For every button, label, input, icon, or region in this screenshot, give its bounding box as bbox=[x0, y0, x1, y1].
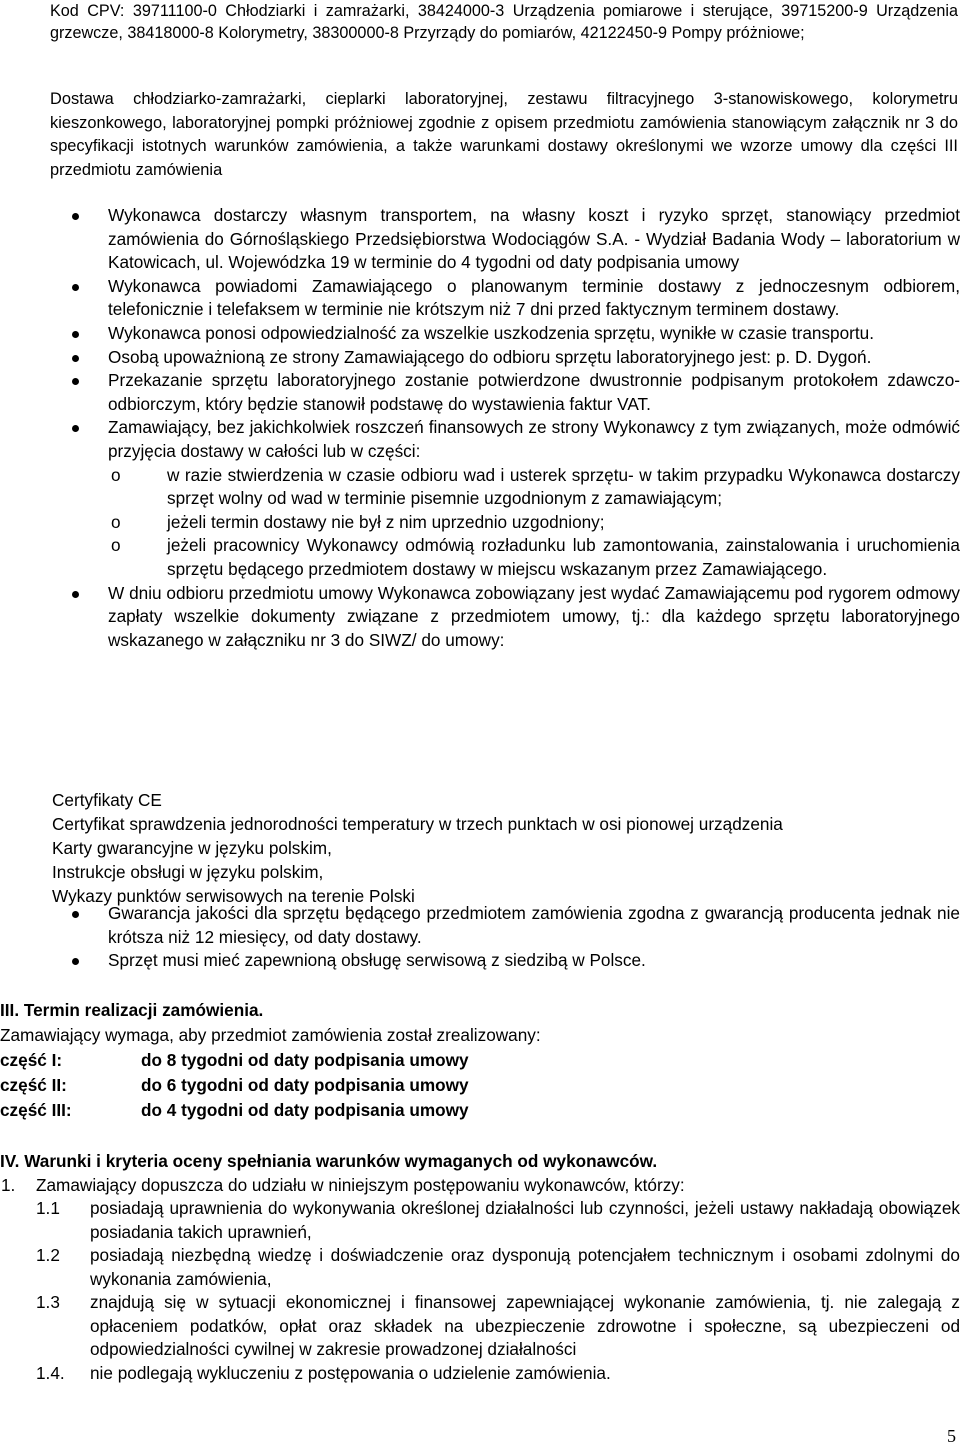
part-label: część I: bbox=[0, 1050, 63, 1070]
list-item: Wykonawca dostarczy własnym transportem, na własny koszt i ryzyko sprzęt, stanowiący przedmiot zamówienia do Górnośląskiego Przedsiębiorstwa Wodociągów S.A. - Wydział Badania Wody – laboratorium w Katowicach, ul. Wojewódzka 19 w terminie do 4 tygodni od daty podpisania umowy bbox=[50, 204, 960, 275]
part-deadline: do 6 tygodni od daty podpisania umowy bbox=[141, 1075, 469, 1095]
bullet-icon bbox=[72, 591, 79, 598]
sub-list-item: o jeżeli termin dostawy nie był z nim uprzednio uzgodniony; bbox=[108, 511, 960, 535]
warranty-list bbox=[50, 902, 960, 973]
numbered-subitem bbox=[0, 1362, 960, 1386]
sub-list-item: o w razie stwierdzenia w czasie odbioru wad i usterek sprzętu- w takim przypadku Wykonawca dostarczy sprzęt wolny od wad w terminie pisemnie uzgodnionym z zamawiającym; bbox=[111, 464, 960, 509]
item-number: 1.1 bbox=[36, 1198, 60, 1218]
section-heading: IV. Warunki i kryteria oceny spełniania warunków wymaganych od wykonawców. bbox=[0, 1151, 658, 1171]
refusal-conditions-list bbox=[108, 464, 960, 582]
bullet-icon bbox=[72, 958, 79, 965]
circle-bullet-icon: o bbox=[111, 535, 121, 556]
list-item: Wykonawca powiadomi Zamawiającego o planowanym terminie dostawy z jednoczesnym odbiorem, telefonicznie i telefaksem w terminie nie krótszym niż 7 dni przed faktycznym terminem dostawy. bbox=[50, 275, 960, 322]
list-item: Osobą upoważnioną ze strony Zamawiającego do odbioru sprzętu laboratoryjnego jest: p. D. Dygoń. bbox=[50, 346, 960, 370]
document-item: Wykazy punktów serwisowych na terenie Polski bbox=[52, 886, 415, 906]
numbered-subitem bbox=[0, 1244, 960, 1291]
list-item: W dniu odbioru przedmiotu umowy Wykonawca zobowiązany jest wydać Zamawiającemu pod rygorem odmowy zapłaty wszelkie dokumenty związane z przedmiotem umowy, tj.: dla każdego sprzętu laboratoryjnego wskazanego w załączniku nr 3 do SIWZ/ do umowy: bbox=[50, 582, 960, 653]
bullet-icon bbox=[72, 378, 79, 385]
document-item: Certyfikaty CE bbox=[52, 790, 162, 810]
numbered-item bbox=[0, 1174, 960, 1198]
list-item: Gwarancja jakości dla sprzętu będącego przedmiotem zamówienia zgodna z gwarancją producenta jednak nie krótsza niż 12 miesięcy, od daty dostawy. bbox=[50, 902, 960, 949]
part-label: część II: bbox=[0, 1075, 67, 1095]
document-item: Instrukcje obsługi w języku polskim, bbox=[52, 862, 324, 882]
list-item: Zamawiający, bez jakichkolwiek roszczeń finansowych ze strony Wykonawcy z tym związanych, może odmówić przyjęcia dostawy w całości lub w części: o w razie stwierdzenia w czasie odbioru wad i usterek sprzętu- w takim przypadku Wykonawca dostarczy sprzęt wolny od wad w terminie pisemnie uzgodnionym z zamawiającym; o jeżeli termin dostawy nie był z nim uprzednio uzgodniony; o jeżeli pracownicy Wykonawcy odmówią rozładunku lub zamontowania, zainstalowania i uruchomienia sprzętu będącego przedmiotem dostawy w miejscu wskazanym przez Zamawiającego. bbox=[50, 416, 960, 581]
list-item: Wykonawca ponosi odpowiedzialność za wszelkie uszkodzenia sprzętu, wynikłe w czasie transportu. bbox=[50, 322, 960, 346]
bullet-icon bbox=[72, 213, 79, 220]
section-lead: Zamawiający wymaga, aby przedmiot zamówienia został zrealizowany: bbox=[0, 1025, 541, 1045]
cpv-codes: Kod CPV: 39711100-0 Chłodziarki i zamrażarki, 38424000-3 Urządzenia pomiarowe i sterujące, 39715200-9 Urządzenia grzewcze, 38418000-8 Kolorymetry, 38300000-8 Przyrządy do pomiarów, 42122450-9 Pompy próżniowe; bbox=[50, 2, 958, 42]
part-deadline: do 4 tygodni od daty podpisania umowy bbox=[141, 1100, 469, 1120]
delivery-conditions-list bbox=[50, 204, 960, 652]
page-number: 5 bbox=[947, 1426, 956, 1446]
numbered-subitem bbox=[0, 1197, 960, 1244]
deadline-row bbox=[0, 1073, 940, 1098]
part-label: część III: bbox=[0, 1100, 72, 1120]
item-text: posiadają niezbędną wiedzę i doświadczenie oraz dysponują potencjałem technicznym i osobami zdolnymi do wykonania zamówienia, bbox=[90, 1245, 960, 1289]
document-item: Karty gwarancyjne w języku polskim, bbox=[52, 838, 332, 858]
item-text: znajdują się w sytuacji ekonomicznej i finansowej zapewniającej wykonanie zamówienia, tj. nie zalegają z opłaceniem podatków, opłat oraz składek na ubezpieczenie zdrowotne i społeczne, są ubezpieczeni od odpowiedzialności cywilnej w zakresie prowadzonej działalności bbox=[90, 1292, 960, 1359]
item-number: 1. bbox=[1, 1174, 16, 1195]
bullet-icon bbox=[72, 911, 79, 918]
document-item: Certyfikat sprawdzenia jednorodności temperatury w trzech punktach w osi pionowej urządzenia bbox=[52, 814, 783, 834]
item-text: posiadają uprawnienia do wykonywania określonej działalności lub czynności, jeżeli ustawy nakładają obowiązek posiadania takich uprawnień, bbox=[90, 1198, 960, 1242]
bullet-icon bbox=[72, 331, 79, 338]
circle-bullet-icon: o bbox=[111, 464, 121, 485]
bullet-icon bbox=[72, 425, 79, 432]
part-deadline: do 8 tygodni od daty podpisania umowy bbox=[141, 1050, 469, 1070]
item-text: nie podlegają wykluczeniu z postępowania o udzielenie zamówienia. bbox=[90, 1362, 611, 1383]
numbered-subitem bbox=[0, 1291, 960, 1362]
item-number: 1.2 bbox=[36, 1245, 60, 1265]
bullet-icon bbox=[72, 284, 79, 291]
list-item: Sprzęt musi mieć zapewnioną obsługę serwisową z siedzibą w Polsce. bbox=[50, 949, 960, 973]
item-number: 1.4. bbox=[36, 1362, 65, 1383]
bullet-icon bbox=[72, 355, 79, 362]
intro-paragraph: Dostawa chłodziarko-zamrażarki, cieplarki laboratoryjnej, zestawu filtracyjnego 3-stanowiskowego, kolorymetru kieszonkowego, laboratoryjnej pompki próżniowej zgodnie z opisem przedmiotu zamówienia stanowiącym załącznik nr 3 do specyfikacji istotnych warunków zamówienia, a także warunkami dostawy określonymi we wzorze umowy dla części III przedmiotu zamówienia bbox=[50, 90, 958, 179]
deadline-row bbox=[0, 1098, 940, 1123]
documents-list bbox=[52, 788, 952, 908]
sub-list-item: o jeżeli pracownicy Wykonawcy odmówią rozładunku lub zamontowania, zainstalowania i uruchomienia sprzętu będącego przedmiotem dostawy w miejscu wskazanym przez Zamawiającego. bbox=[111, 535, 960, 579]
section-deadline bbox=[0, 998, 940, 1123]
item-number: 1.3 bbox=[36, 1292, 60, 1312]
list-item: Przekazanie sprzętu laboratoryjnego zostanie potwierdzone dwustronnie podpisanym protokołem zdawczo-odbiorczym, który będzie stanowił podstawę do wystawienia faktur VAT. bbox=[50, 369, 960, 416]
item-text: Zamawiający dopuszcza do udziału w niniejszym postępowaniu wykonawców, którzy: bbox=[36, 1174, 685, 1195]
section-heading: III. Termin realizacji zamówienia. bbox=[0, 1000, 264, 1020]
deadline-row bbox=[0, 1048, 940, 1073]
circle-bullet-icon: o bbox=[111, 511, 121, 532]
section-conditions bbox=[0, 1150, 960, 1385]
